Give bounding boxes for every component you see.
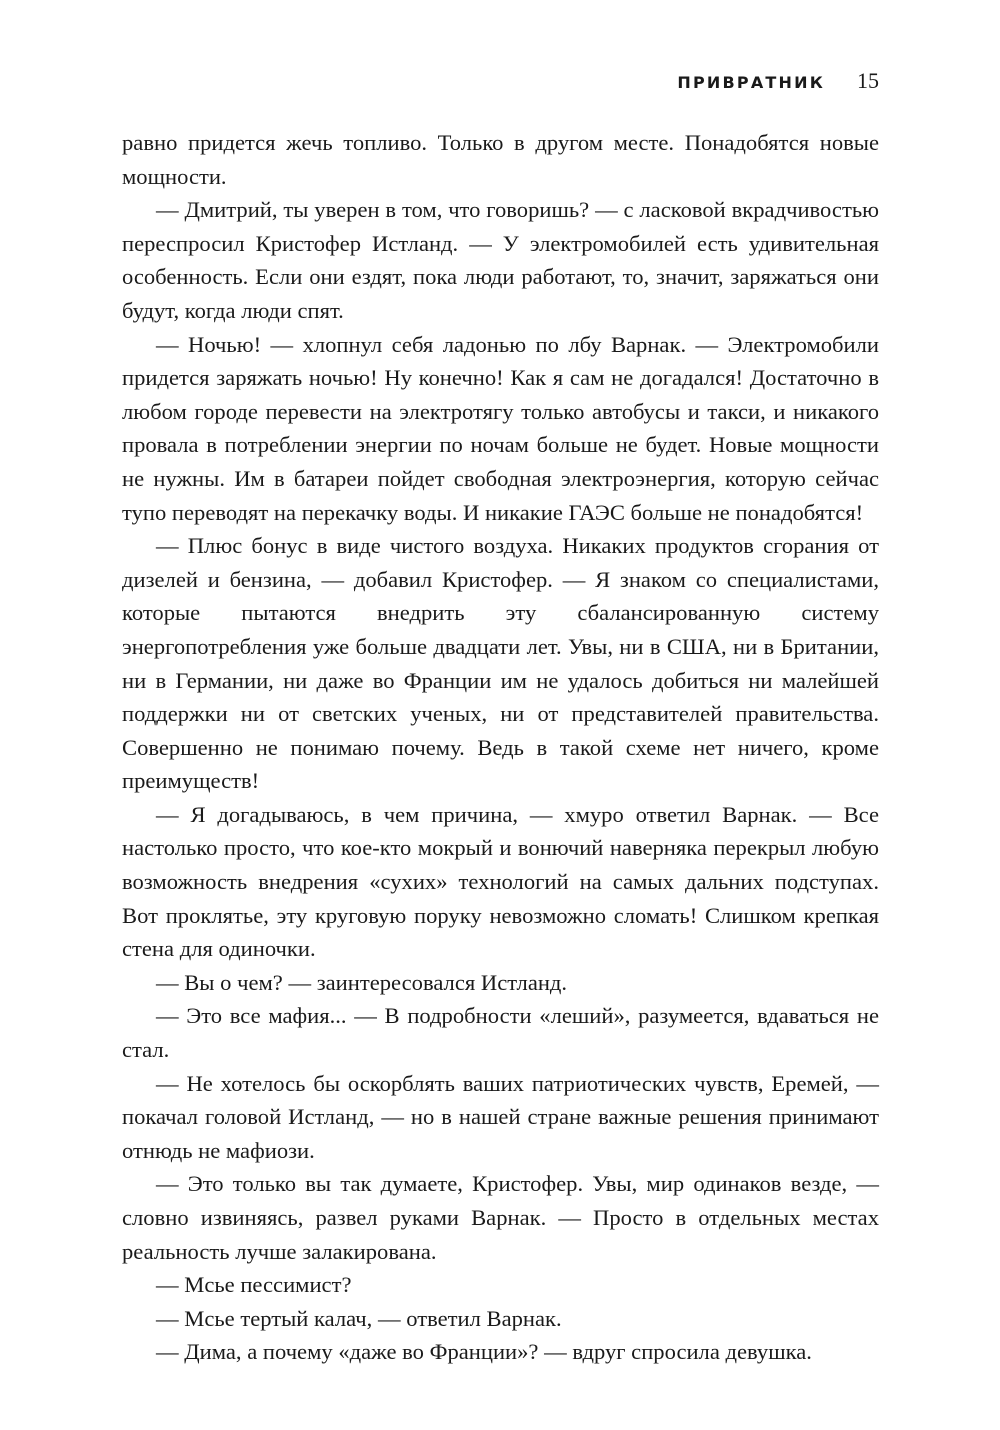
paragraph: — Это только вы так думаете, Кристофер. Увы, мир одинаков везде, — словно извиняясь, развел руками Варнак. — Просто в отдельных местах реальность лучше залакирована. <box>122 1171 879 1264</box>
running-head <box>122 68 879 104</box>
body-text <box>122 126 879 1369</box>
paragraph: — Это все мафия... — В подробности «леший», разумеется, вдаваться не стал. <box>122 1003 879 1063</box>
running-title: ПРИВРАТНИК <box>677 73 825 92</box>
paragraph: — Ночью! — хлопнул себя ладонью по лбу Варнак. — Электромобили придется заряжать ночью! Ну конечно! Как я сам не догадался! Достаточно в любом городе перевести на электротягу только автобусы и такси, и никакого провала в потреблении энергии по ночам больше не будет. Новые мощности не нужны. Им в батареи пойдет свободная электроэнергия, которую сейчас тупо переводят на перекачку воды. И никакие ГАЭС больше не понадобятся! <box>122 331 879 525</box>
paragraph: — Мсье пессимист? <box>156 1272 352 1298</box>
paragraph: — Дима, а почему «даже во Франции»? — вдруг спросила девушка. <box>156 1339 812 1365</box>
paragraph: — Не хотелось бы оскорблять ваших патриотических чувств, Еремей, — покачал головой Истланд, — но в нашей стране важные решения принимают отнюдь не мафиози. <box>122 1070 879 1163</box>
paragraph: — Дмитрий, ты уверен в том, что говоришь? — с ласковой вкрадчивостью переспросил Кристофер Истланд. — У электромобилей есть удивительная особенность. Если они ездят, пока люди работают, то, значит, заряжаться они будут, когда люди спят. <box>122 197 879 323</box>
page-number: 15 <box>857 68 879 93</box>
paragraph: — Мсье тертый калач, — ответил Варнак. <box>156 1305 562 1331</box>
paragraph: — Вы о чем? — заинтересовался Истланд. <box>156 969 568 995</box>
paragraph: равно придется жечь топливо. Только в другом месте. Понадобятся новые мощности. <box>122 130 879 189</box>
paragraph: — Я догадываюсь, в чем причина, — хмуро ответил Варнак. — Все настолько просто, что кое-кто мокрый и вонючий наверняка перекрыл любую возможность внедрения «сухих» технологий на самых дальних подступах. Вот проклятье, эту круговую поруку невозможно сломать! Слишком крепкая стена для одиночки. <box>122 801 879 962</box>
paragraph: — Плюс бонус в виде чистого воздуха. Никаких продуктов сгорания от дизелей и бензина, — добавил Кристофер. — Я знаком со специалистами, которые пытаются внедрить эту сбалансированную систему энергопотребления уже больше двадцати лет. Увы, ни в США, ни в Британии, ни в Германии, ни даже во Франции им не удалось добиться ни малейшей поддержки ни от светских ученых, ни от представителей правительства. Совершенно не понимаю почему. Ведь в такой схеме нет ничего, кроме преимуществ! <box>122 533 879 794</box>
